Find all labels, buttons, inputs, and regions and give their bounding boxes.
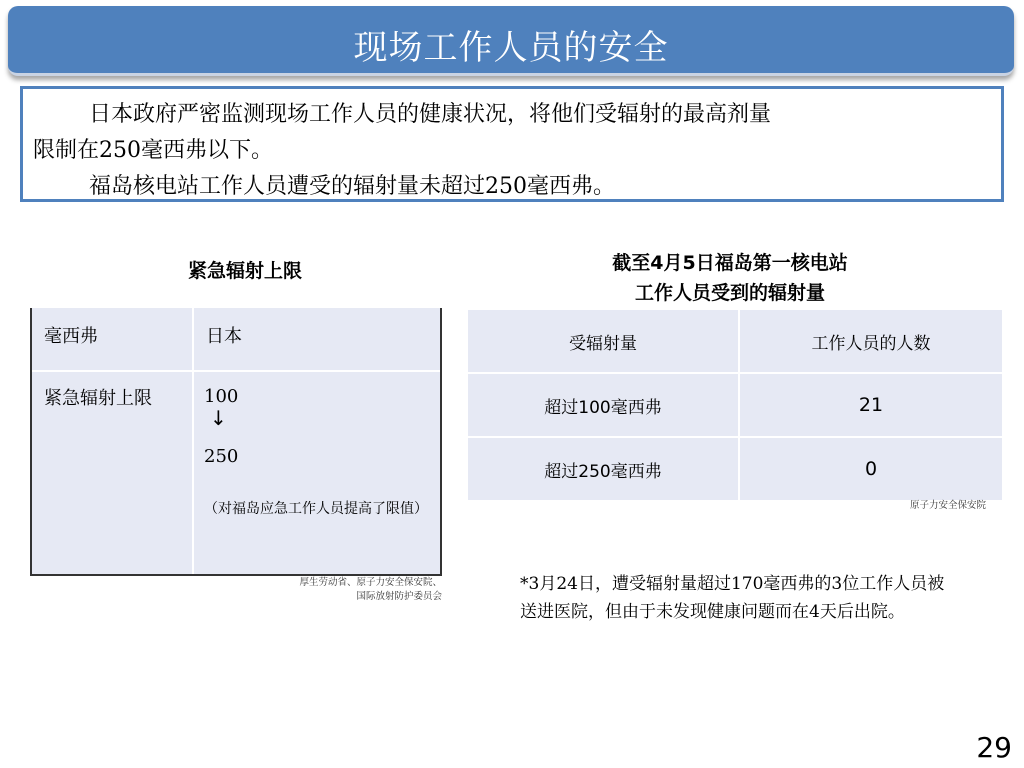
emergency-limit-table	[30, 308, 442, 576]
value-to: 250	[204, 446, 239, 467]
exposure-table	[466, 308, 1004, 502]
intro-paragraph-1	[33, 97, 989, 169]
table-header-row	[32, 308, 440, 372]
row-count: 0	[739, 437, 1003, 501]
right-heading	[540, 248, 920, 308]
intro-line-2: 限制在250毫西弗以下。	[33, 138, 273, 163]
header-unit: 毫西弗	[44, 326, 98, 347]
left-source-line-2: 国际放射防护委员会	[356, 591, 442, 602]
slide-title: 现场工作人员的安全	[353, 28, 669, 68]
row-label: 超过250毫西弗	[467, 437, 739, 501]
table-row	[467, 373, 1003, 437]
limit-note: （对福岛应急工作人员提高了限值）	[204, 501, 428, 517]
right-source: 原子力安全保安院	[909, 500, 986, 511]
intro-line-1: 日本政府严密监测现场工作人员的健康状况，将他们受辐射的最高剂量	[89, 102, 772, 127]
table-header-row	[467, 309, 1003, 373]
left-heading: 紧急辐射上限	[187, 260, 302, 282]
header-worker-count: 工作人员的人数	[739, 309, 1003, 373]
left-source	[240, 576, 442, 604]
row-label: 紧急辐射上限	[44, 388, 152, 409]
row-count: 21	[739, 373, 1003, 437]
right-heading-line-2: 工作人员受到的辐射量	[634, 282, 825, 304]
page-number: 29	[976, 731, 1012, 764]
table-row	[32, 372, 440, 574]
table-row	[467, 437, 1003, 501]
arrow-down-icon: ↓	[210, 406, 227, 430]
header-country: 日本	[206, 326, 242, 347]
header-exposure: 受辐射量	[467, 309, 739, 373]
right-heading-line-1: 截至4月5日福岛第一核电站	[612, 252, 848, 274]
intro-paragraph-2	[33, 169, 989, 205]
left-source-line-1: 厚生劳动省、原子力安全保安院、	[299, 577, 442, 588]
title-bar	[8, 6, 1014, 76]
value-from: 100	[204, 386, 239, 407]
intro-line-3: 福岛核电站工作人员遭受的辐射量未超过250毫西弗。	[89, 174, 615, 199]
intro-box	[20, 86, 1004, 202]
footnote: *3月24日，遭受辐射量超过170毫西弗的3位工作人员被送进医院，但由于未发现健康问题而在4天后出院。	[520, 574, 945, 622]
row-label: 超过100毫西弗	[467, 373, 739, 437]
column-divider	[192, 308, 194, 574]
